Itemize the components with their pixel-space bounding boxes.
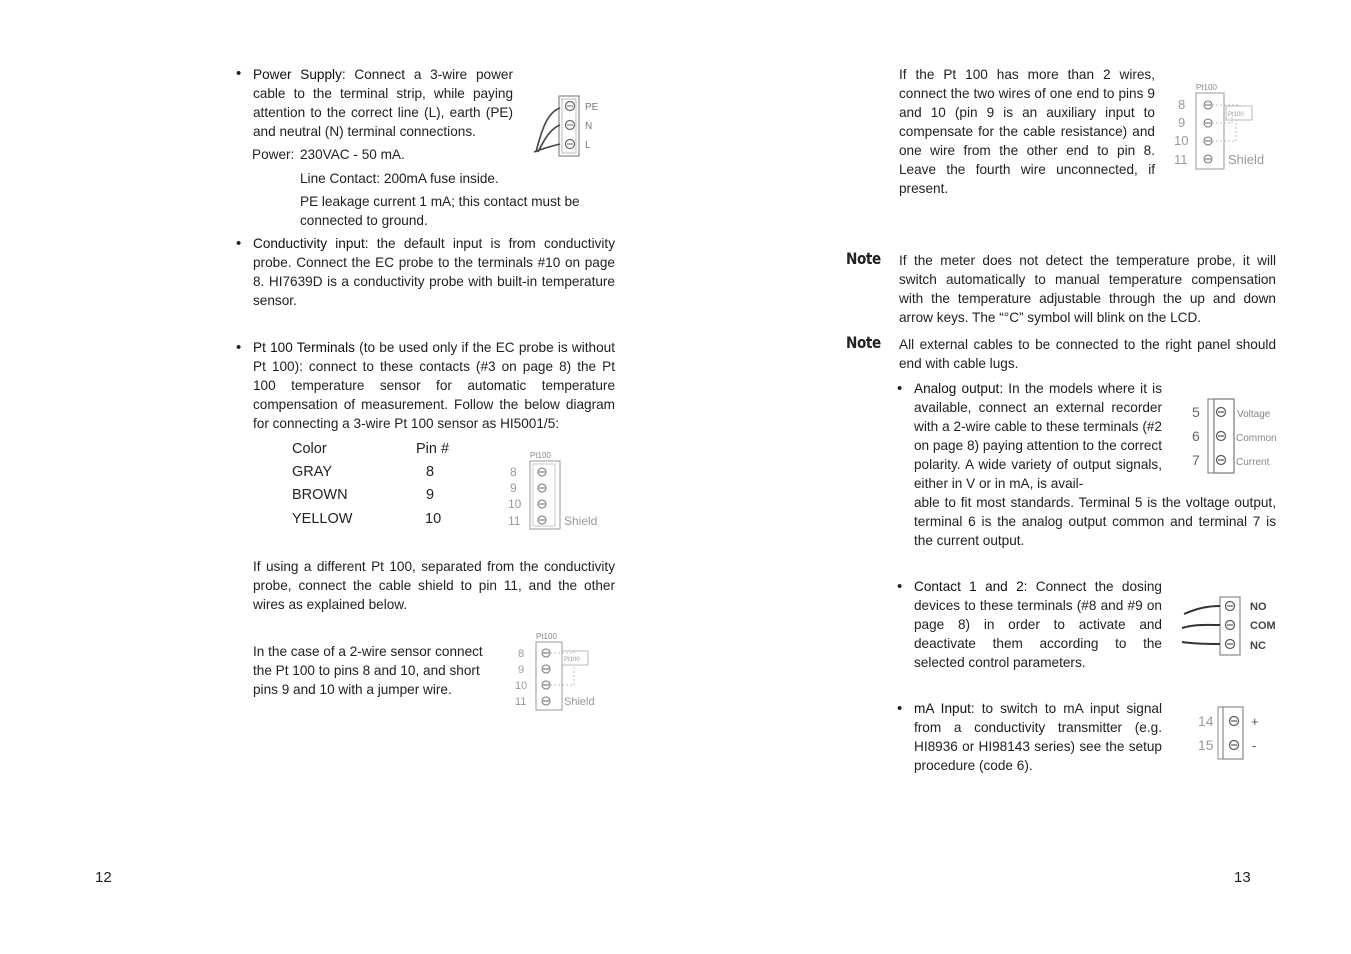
bullet-dot: •	[897, 700, 903, 717]
pin-7-label: 7	[1192, 452, 1200, 468]
shield-label: Shield	[1228, 152, 1265, 167]
bullet-dot: •	[236, 235, 242, 252]
pin-11-label: 11	[515, 696, 527, 708]
pin-14-label: 14	[1198, 713, 1214, 729]
pin-10-label: 10	[508, 497, 522, 511]
pin-9-label: 9	[510, 481, 517, 495]
two-wire-fig-title: Pt100	[536, 632, 557, 641]
pt100-paragraph	[253, 338, 615, 433]
row-pin: 8	[426, 464, 435, 480]
analog-output-lead: Analog output:	[914, 381, 1004, 396]
pin-11-label: 11	[508, 514, 521, 528]
no-label: NO	[1250, 601, 1267, 613]
ma-input-lead: mA Input:	[914, 701, 975, 716]
power-supply-paragraph	[253, 65, 513, 141]
conductivity-text: the default input is from conductivity probe. Connect the EC probe to the terminals #10 on page 8. HI7639D is a conductivity probe with built-in temperature sensor.	[253, 236, 615, 308]
table-row	[292, 484, 472, 507]
two-wire-inner-label: Pt100	[564, 657, 580, 663]
more-wires-paragraph: If the Pt 100 has more than 2 wires, connect the two wires of one end to pins 9 and 10 (pin 9 is an auxiliary input to compensate for the cable resistance) and one wire from the other end to pin 8. Leave the fourth wire unconnected, if present.	[899, 67, 1155, 196]
power-value: 230VAC - 50 mA.	[300, 147, 405, 162]
power-label: Power:	[252, 147, 295, 162]
table-row	[292, 508, 472, 531]
color-pin-table	[292, 438, 472, 533]
pe-label: PE	[585, 102, 599, 113]
analog-output-continued: able to fit most standards. Terminal 5 is the voltage output, terminal 6 is the analog output common and terminal 7 is the current output.	[914, 495, 1276, 548]
plus-label: +	[1251, 714, 1259, 729]
note-temperature-text: If the meter does not detect the temperature probe, it will switch automatically to manual temperature compensation with the temperature adjustable through the up and down arrow keys. The “°C” symbol will blink on the LCD.	[899, 253, 1276, 325]
pt100-text: (to be used only if the EC probe is without Pt 100): connect to these contacts (#3 on page 8) the Pt 100 temperature sensor for automatic temperature compensation of measurement. Follow the below diagram for connecting a 3-wire Pt 100 sensor as HI5001/5:	[253, 340, 615, 431]
page-number-left: 12	[95, 869, 112, 886]
shield-label: Shield	[564, 696, 595, 708]
power-terminal-figure	[530, 94, 605, 160]
color-header: Color	[292, 441, 327, 457]
power-supply-lead: Power Supply:	[253, 67, 346, 82]
power-supply-text: Connect a 3-wire power cable to the terminal strip, while paying attention to the correct line (L), earth (PE) and neutral (N) terminal connections.	[253, 67, 513, 139]
pin-8-label: 8	[1178, 97, 1186, 112]
ma-input-paragraph	[914, 699, 1162, 775]
page-number-right: 13	[1234, 869, 1251, 886]
more-wires-figure	[1170, 78, 1266, 174]
line-contact-text: Line Contact: 200mA fuse inside.	[300, 171, 499, 186]
pin-8-label: 8	[510, 465, 517, 479]
pin-15-label: 15	[1198, 737, 1214, 753]
ma-input-figure	[1196, 704, 1266, 762]
pin-8-label: 8	[518, 648, 525, 660]
pin-10-label: 10	[515, 680, 528, 692]
row-color: GRAY	[292, 464, 333, 480]
bullet-dot: •	[236, 339, 242, 356]
pin-header: Pin #	[416, 441, 450, 457]
com-label: COM	[1250, 620, 1276, 632]
pt100-terminal-figure	[506, 448, 602, 532]
bullet-dot: •	[236, 65, 242, 82]
conductivity-lead: Conductivity input:	[253, 236, 369, 251]
two-wire-figure	[512, 629, 598, 713]
row-pin: 9	[426, 487, 435, 503]
table-row	[292, 461, 472, 484]
note-cables-text: All external cables to be connected to the right panel should end with cable lugs.	[899, 337, 1276, 371]
pe-leakage-text: PE leakage current 1 mA; this contact must be connected to ground.	[300, 194, 580, 228]
contact-relay-figure	[1180, 594, 1276, 658]
row-color: YELLOW	[292, 511, 353, 527]
note-label: Note	[846, 249, 881, 268]
analog-output-text: In the models where it is available, connect an external recorder with a 2-wire cable to these terminals (#2 on page 8) paying attention to the correct polarity. A wide variety of output signals, either in V or in mA, is avail-	[914, 381, 1162, 491]
n-label: N	[585, 121, 593, 132]
conductivity-paragraph	[253, 234, 615, 310]
ma-input-text: to switch to mA input signal from a conductivity transmitter (e.g. HI8936 or HI98143 series) see the setup procedure (code 6).	[914, 701, 1162, 773]
minus-label: -	[1252, 738, 1257, 753]
l-label: L	[585, 140, 591, 151]
bullet-dot: •	[897, 578, 903, 595]
pt100-lead: Pt 100 Terminals	[253, 340, 355, 355]
contact-paragraph	[914, 577, 1162, 672]
nc-label: NC	[1250, 640, 1266, 652]
pin-9-label: 9	[518, 664, 525, 676]
voltage-label: Voltage	[1237, 409, 1271, 420]
different-pt100-paragraph: If using a different Pt 100, separated from the conductivity probe, connect the cable shield to pin 11, and the other wires as explained below.	[253, 559, 615, 612]
note-label: Note	[846, 333, 881, 352]
current-label: Current	[1236, 457, 1270, 468]
bullet-dot: •	[897, 380, 903, 397]
contact-text: Connect the dosing devices to these terminals (#8 and #9 on page 8) in order to activate and deactivate them according to the selected control parameters.	[914, 579, 1162, 670]
row-pin: 10	[425, 511, 442, 527]
pin-9-label: 9	[1178, 115, 1186, 130]
pin-11-label: 11	[1174, 152, 1188, 167]
pin-5-label: 5	[1192, 404, 1200, 420]
contact-lead: Contact 1 and 2:	[914, 579, 1028, 594]
more-wires-inner-label: Pt100	[1228, 112, 1244, 118]
pt100-fig-title: Pt100	[530, 451, 551, 460]
analog-output-figure	[1186, 396, 1278, 476]
analog-output-paragraph	[914, 379, 1162, 493]
two-wire-paragraph: In the case of a 2-wire sensor connect the Pt 100 to pins 8 and 10, and short pins 9 and 10 with a jumper wire.	[253, 644, 483, 697]
row-color: BROWN	[292, 487, 348, 503]
pin-10-label: 10	[1174, 133, 1189, 148]
more-wires-fig-title: Pt100	[1196, 83, 1217, 92]
shield-label: Shield	[564, 514, 598, 528]
pin-6-label: 6	[1192, 428, 1200, 444]
table-header	[292, 438, 472, 461]
common-label: Common	[1236, 433, 1277, 444]
